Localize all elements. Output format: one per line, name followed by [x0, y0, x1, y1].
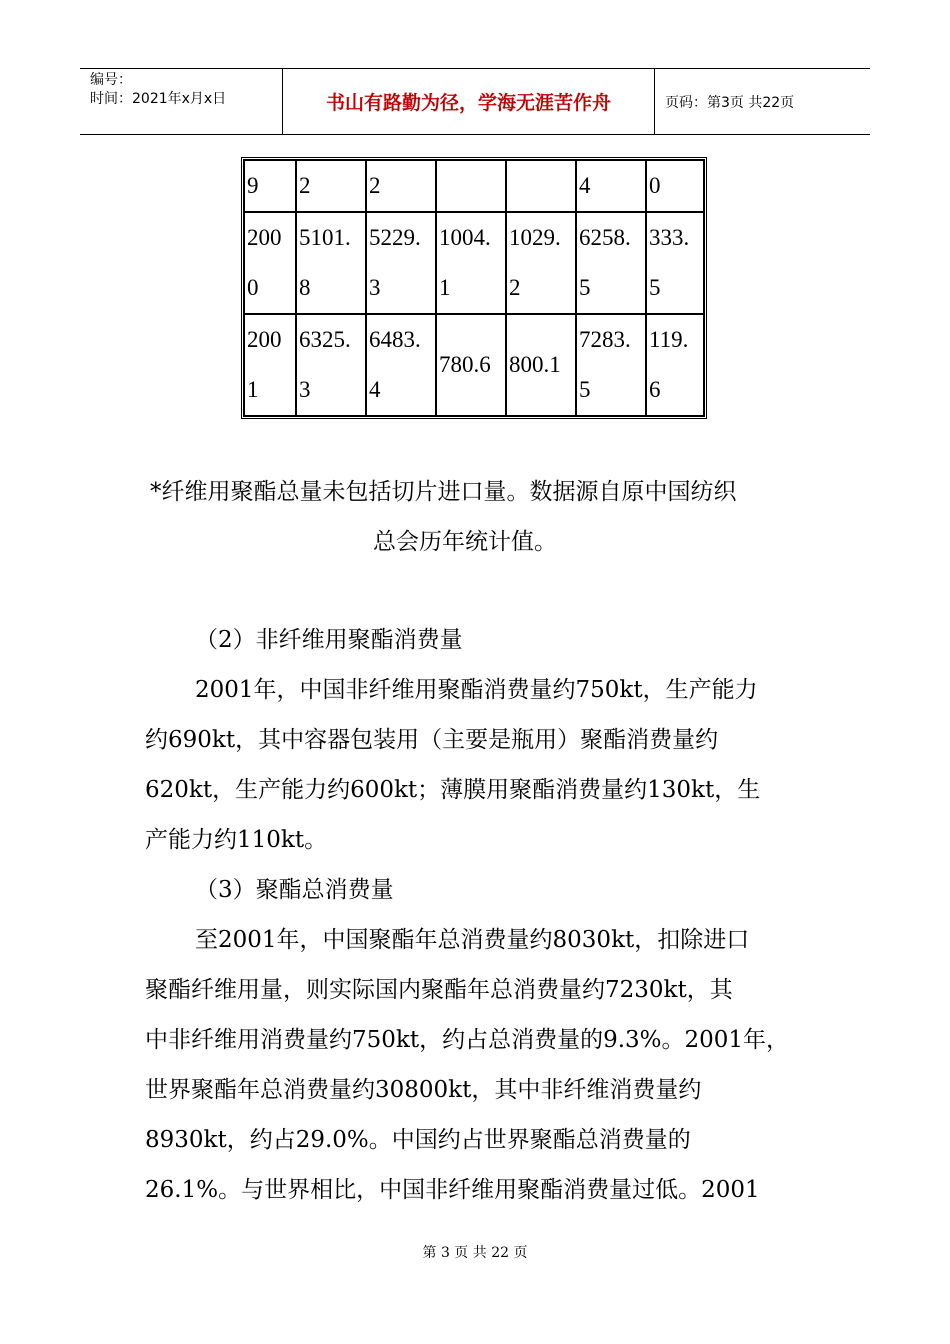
- table-cell: 6483. 4: [366, 314, 436, 416]
- table-row: [244, 160, 704, 212]
- section-3-line: 世界聚酯年总消费量约30800kt，其中非纤维消费量约: [145, 1077, 702, 1103]
- section-3-line: 26.1%。与世界相比，中国非纤维用聚酯消费量过低。2001: [145, 1177, 760, 1203]
- table-cell: 800.1: [506, 314, 576, 416]
- header-time: 时间：2021年x月x日: [90, 91, 227, 107]
- table-note-line-2: 总会历年统计值。: [373, 529, 557, 555]
- table-cell: 119. 6: [646, 314, 704, 416]
- header-meta: [80, 69, 282, 134]
- section-3-line: 聚酯纤维用量，则实际国内聚酯年总消费量约7230kt，其: [145, 977, 733, 1003]
- section-3-line: 中非纤维用消费量约750kt，约占总消费量的9.3%。2001年，: [145, 1027, 790, 1053]
- table-row: [244, 212, 704, 314]
- section-2-line: 约690kt，其中容器包装用（主要是瓶用）聚酯消费量约: [145, 727, 719, 753]
- table-cell: 0: [646, 160, 704, 212]
- table-cell: 5101. 8: [296, 212, 366, 314]
- page-header: [80, 68, 870, 135]
- table-cell: 9: [244, 160, 296, 212]
- table-cell: 6258. 5: [576, 212, 646, 314]
- table-cell: 4: [576, 160, 646, 212]
- header-motto: 书山有路勤为径，学海无涯苦作舟: [282, 69, 655, 134]
- table-cell: 1029. 2: [506, 212, 576, 314]
- table-cell: 780.6: [436, 314, 506, 416]
- section-2-heading: （2）非纤维用聚酯消费量: [195, 627, 463, 653]
- section-3-line: 8930kt，约占29.0%。中国约占世界聚酯总消费量的: [145, 1127, 691, 1153]
- table-note-line-1: *纤维用聚酯总量未包括切片进口量。数据源自原中国纺织: [150, 479, 737, 505]
- table-row: [244, 314, 704, 416]
- table-cell: [506, 160, 576, 212]
- table-cell: 200 0: [244, 212, 296, 314]
- table-cell: 5229. 3: [366, 212, 436, 314]
- section-2-line: 620kt，生产能力约600kt；薄膜用聚酯消费量约130kt，生: [145, 777, 761, 803]
- page-footer: 第 3 页 共 22 页: [422, 1245, 528, 1261]
- section-2-line: 产能力约110kt。: [145, 827, 328, 853]
- header-number: 编号：: [90, 72, 132, 88]
- section-3-heading: （3）聚酯总消费量: [195, 877, 394, 903]
- table-cell: 6325. 3: [296, 314, 366, 416]
- table-cell: 200 1: [244, 314, 296, 416]
- section-2-line: 2001年，中国非纤维用聚酯消费量约750kt，生产能力: [195, 677, 758, 703]
- section-3-line: 至2001年，中国聚酯年总消费量约8030kt，扣除进口: [195, 927, 750, 953]
- table-cell: 1004. 1: [436, 212, 506, 314]
- header-page-number: 页码：第3页 共22页: [665, 94, 795, 111]
- table-cell: 2: [366, 160, 436, 212]
- table-cell: 7283. 5: [576, 314, 646, 416]
- table-cell: [436, 160, 506, 212]
- data-table: [241, 157, 707, 419]
- table-cell: 333. 5: [646, 212, 704, 314]
- table-cell: 2: [296, 160, 366, 212]
